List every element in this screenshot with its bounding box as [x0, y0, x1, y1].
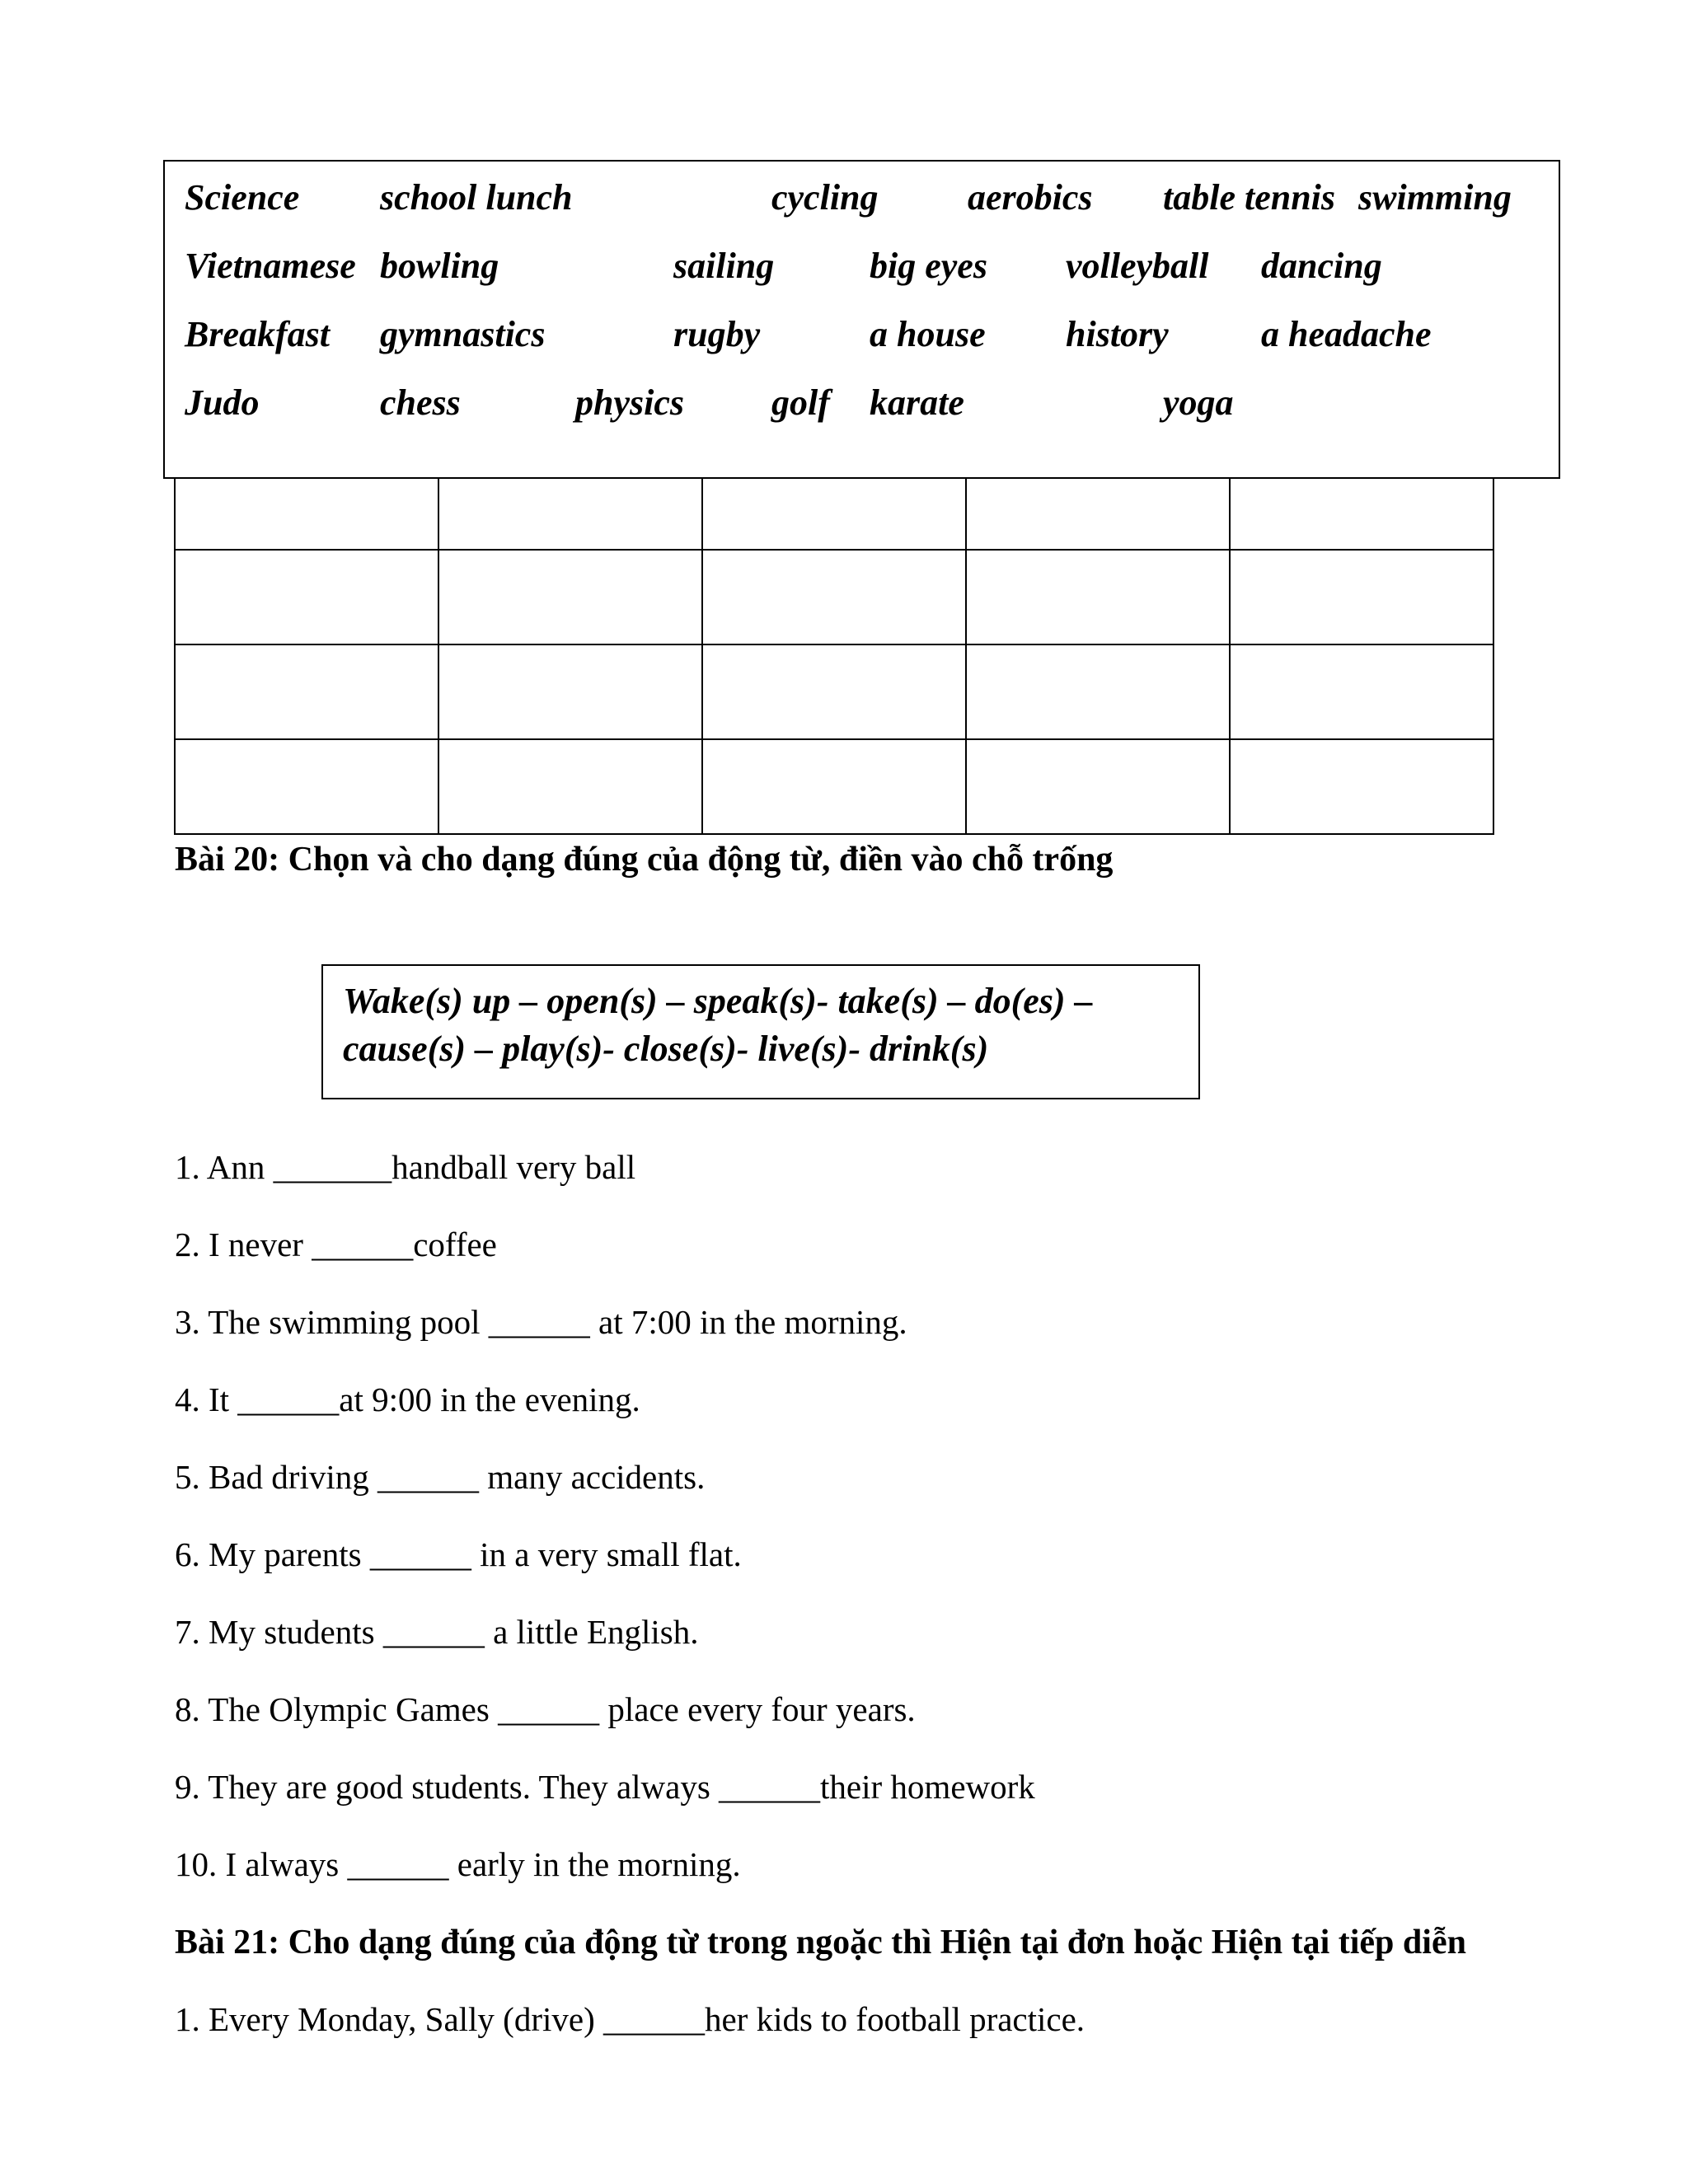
exercise-20-item-2: 2. I never ______coffee — [175, 1226, 497, 1263]
word-table-tennis: table tennis — [1163, 177, 1336, 218]
exercise-20-item-6: 6. My parents ______ in a very small flat. — [175, 1535, 742, 1573]
word-golf: golf — [771, 382, 830, 423]
classification-grid — [174, 462, 1494, 835]
grid-cell[interactable] — [966, 644, 1230, 739]
word-a-headache: a headache — [1261, 314, 1432, 354]
exercise-20-item-3: 3. The swimming pool ______ at 7:00 in the morning. — [175, 1303, 907, 1341]
grid-cell[interactable] — [702, 550, 966, 644]
exercise-20-item-4: 4. It ______at 9:00 in the evening. — [175, 1380, 640, 1418]
grid-cell[interactable] — [702, 644, 966, 739]
word-physics: physics — [575, 382, 684, 423]
grid-cell[interactable] — [1230, 550, 1493, 644]
grid-cell[interactable] — [966, 550, 1230, 644]
word-sailing: sailing — [673, 246, 775, 286]
word-dancing: dancing — [1261, 246, 1382, 286]
grid-cell[interactable] — [438, 550, 702, 644]
grid-cell[interactable] — [438, 739, 702, 834]
grid-cell[interactable] — [175, 644, 438, 739]
word-volleyball: volleyball — [1066, 246, 1209, 286]
word-chess: chess — [380, 382, 461, 423]
word-yoga: yoga — [1163, 382, 1234, 423]
exercise-20-item-5: 5. Bad driving ______ many accidents. — [175, 1458, 706, 1496]
word-bowling: bowling — [380, 246, 499, 286]
grid-cell[interactable] — [966, 739, 1230, 834]
word-cycling: cycling — [771, 177, 879, 218]
word-aerobics: aerobics — [968, 177, 1093, 218]
grid-row — [175, 739, 1493, 834]
word-science: Science — [185, 177, 300, 218]
grid-cell[interactable] — [1230, 644, 1493, 739]
exercise-20-item-10: 10. I always ______ early in the morning. — [175, 1845, 741, 1883]
verb-box-line-1: Wake(s) up – open(s) – speak(s)- take(s) – do(es) – — [343, 981, 1093, 1021]
word-school-lunch: school lunch — [380, 177, 573, 218]
exercise-21-item-1: 1. Every Monday, Sally (drive) ______her kids to football practice. — [175, 2000, 1085, 2038]
grid-cell[interactable] — [1230, 739, 1493, 834]
word-big-eyes: big eyes — [870, 246, 987, 286]
exercise-20-item-7: 7. My students ______ a little English. — [175, 1613, 699, 1651]
verb-box-line-2: cause(s) – play(s)- close(s)- live(s)- drink(s) — [343, 1029, 989, 1069]
word-swimming: swimming — [1358, 177, 1512, 218]
exercise-20-item-8: 8. The Olympic Games ______ place every four years. — [175, 1690, 916, 1728]
grid-row — [175, 644, 1493, 739]
word-history: history — [1066, 314, 1169, 354]
word-karate: karate — [870, 382, 964, 423]
exercise-20-title: Bài 20: Chọn và cho dạng đúng của động từ, điền vào chỗ trống — [175, 841, 1114, 879]
grid-cell[interactable] — [438, 644, 702, 739]
word-vietnamese: Vietnamese — [185, 246, 356, 286]
word-gymnastics: gymnastics — [380, 314, 546, 354]
grid-cell[interactable] — [175, 550, 438, 644]
word-judo: Judo — [185, 382, 260, 423]
exercise-21-title: Bài 21: Cho dạng đúng của động từ trong ngoặc thì Hiện tại đơn hoặc Hiện tại tiếp diễn — [175, 1924, 1466, 1961]
exercise-20-item-1: 1. Ann _______handball very ball — [175, 1148, 636, 1186]
exercise-20-item-9: 9. They are good students. They always ______their homework — [175, 1768, 1035, 1806]
grid-row — [175, 550, 1493, 644]
word-breakfast: Breakfast — [185, 314, 330, 354]
word-rugby: rugby — [673, 314, 761, 354]
grid-cell[interactable] — [175, 739, 438, 834]
grid-cell[interactable] — [702, 739, 966, 834]
verb-box — [321, 964, 1200, 1099]
word-list-box — [163, 160, 1560, 479]
word-a-house: a house — [870, 314, 986, 354]
